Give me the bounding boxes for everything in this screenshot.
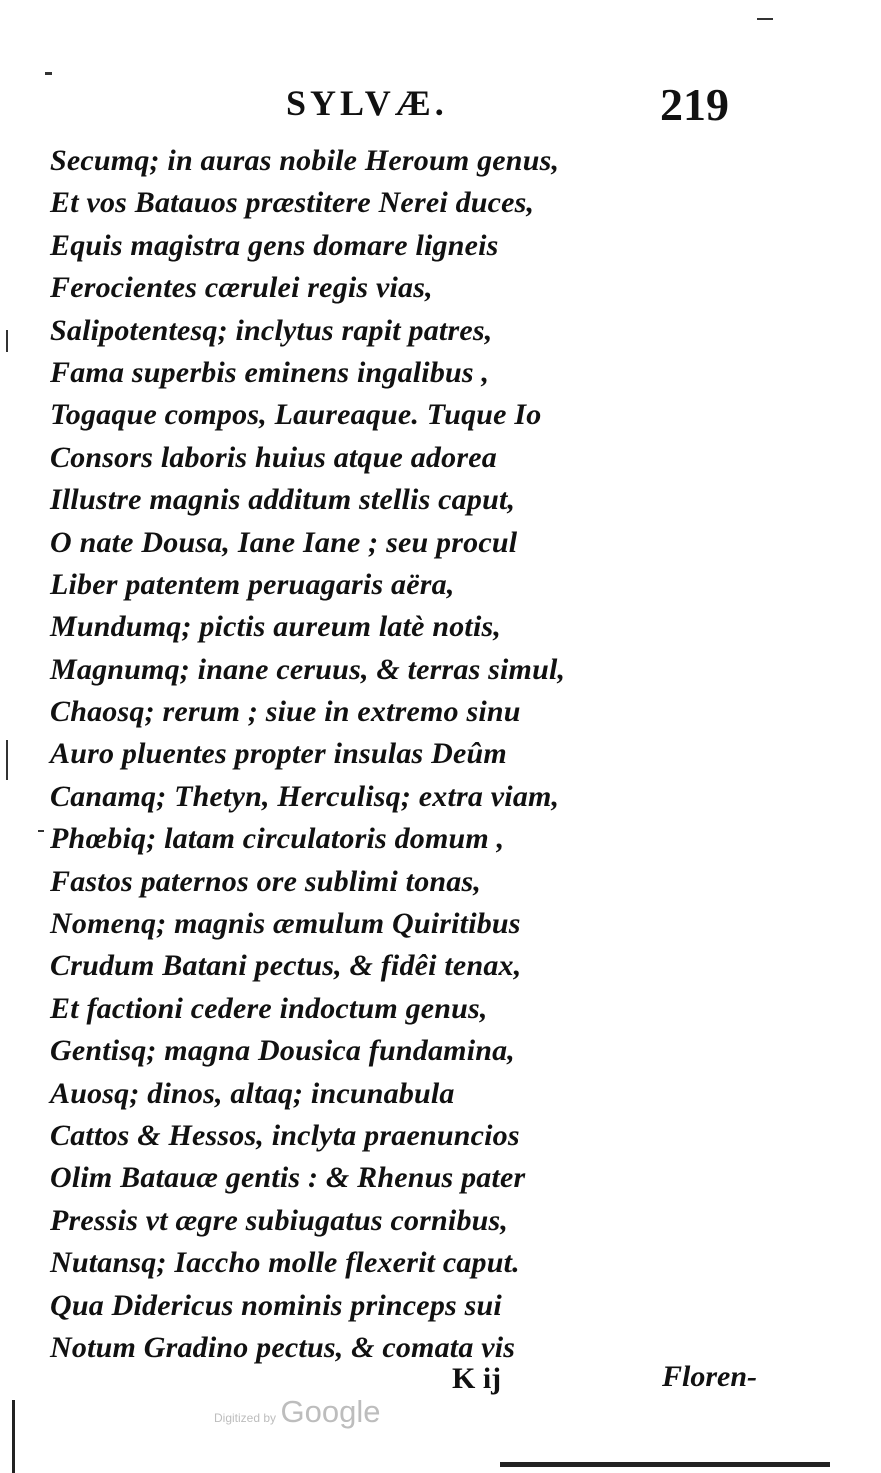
- ink-speck: [38, 830, 44, 832]
- poem-line: Auro pluentes propter insulas Deûm: [50, 737, 507, 771]
- page-number: 219: [660, 79, 729, 130]
- poem-line: Salipotentesq; inclytus rapit patres,: [50, 313, 493, 347]
- poem-line: Crudum Batani pectus, & fidêi tenax,: [50, 949, 522, 983]
- poem-line: Nutansq; Iaccho molle flexerit caput.: [50, 1246, 520, 1280]
- poem-line: Illustre magnis additum stellis caput,: [50, 483, 516, 517]
- ink-speck: [45, 72, 52, 75]
- poem-line: Gentisq; magna Dousica fundamina,: [50, 1034, 516, 1068]
- poem-line: Notum Gradino pectus, & comata vis: [50, 1330, 516, 1364]
- poem-line: O nate Dousa, Iane Iane ; seu procul: [50, 525, 518, 559]
- poem-line: Magnumq; inane ceruus, & terras simul,: [50, 652, 566, 686]
- ink-speck: [757, 18, 773, 20]
- poem-line: Togaque compos, Laureaque. Tuque Io: [50, 398, 542, 432]
- signature-mark: K ij: [452, 1362, 502, 1395]
- ink-speck: [6, 330, 8, 352]
- poem-line: Nomenq; magnis æmulum Quiritibus: [50, 907, 521, 941]
- poem-line: Phœbiq; latam circulatoris domum ,: [50, 822, 505, 856]
- poem-line: Qua Didericus nominis princeps sui: [50, 1288, 502, 1322]
- poem-line: Mundumq; pictis aureum latè notis,: [50, 610, 502, 644]
- poem-line: Chaosq; rerum ; siue in extremo sinu: [50, 695, 521, 729]
- poem-line: Cattos & Hessos, inclyta praenuncios: [50, 1118, 520, 1152]
- digitization-watermark: [214, 1394, 380, 1430]
- poem-line: Liber patentem peruagaris aëra,: [50, 567, 455, 601]
- poem-line: Pressis vt ægre subiugatus cornibus,: [50, 1203, 509, 1237]
- poem-line: Equis magistra gens domare ligneis: [50, 228, 499, 262]
- catchword: Floren-: [662, 1360, 758, 1393]
- ink-speck: [6, 740, 8, 780]
- poem-line: Auosq; dinos, altaq; incunabula: [50, 1076, 455, 1110]
- poem-line: Fastos paternos ore sublimi tonas,: [50, 864, 482, 898]
- watermark-brand: Google: [280, 1394, 381, 1429]
- poem-line: Olim Batauæ gentis : & Rhenus pater: [50, 1161, 526, 1195]
- watermark-prefix: Digitized by: [214, 1411, 277, 1425]
- poem-line: Canamq; Thetyn, Herculisq; extra viam,: [50, 779, 560, 813]
- poem-line: Fama superbis eminens ingalibus ,: [50, 355, 490, 389]
- page-edge-left: [12, 1400, 15, 1473]
- poem-line: Secumq; in auras nobile Heroum genus,: [50, 144, 560, 177]
- running-header-title: SYLVÆ.: [286, 83, 448, 123]
- page-edge-bottom: [500, 1462, 830, 1467]
- poem-line: Et factioni cedere indoctum genus,: [50, 991, 488, 1025]
- poem-line: Ferocientes cærulei regis vias,: [50, 271, 433, 305]
- poem-line: Consors laboris huius atque adorea: [50, 440, 497, 474]
- poem-text: [50, 140, 565, 1369]
- poem-line: Et vos Batauos præstitere Nerei duces,: [50, 186, 535, 220]
